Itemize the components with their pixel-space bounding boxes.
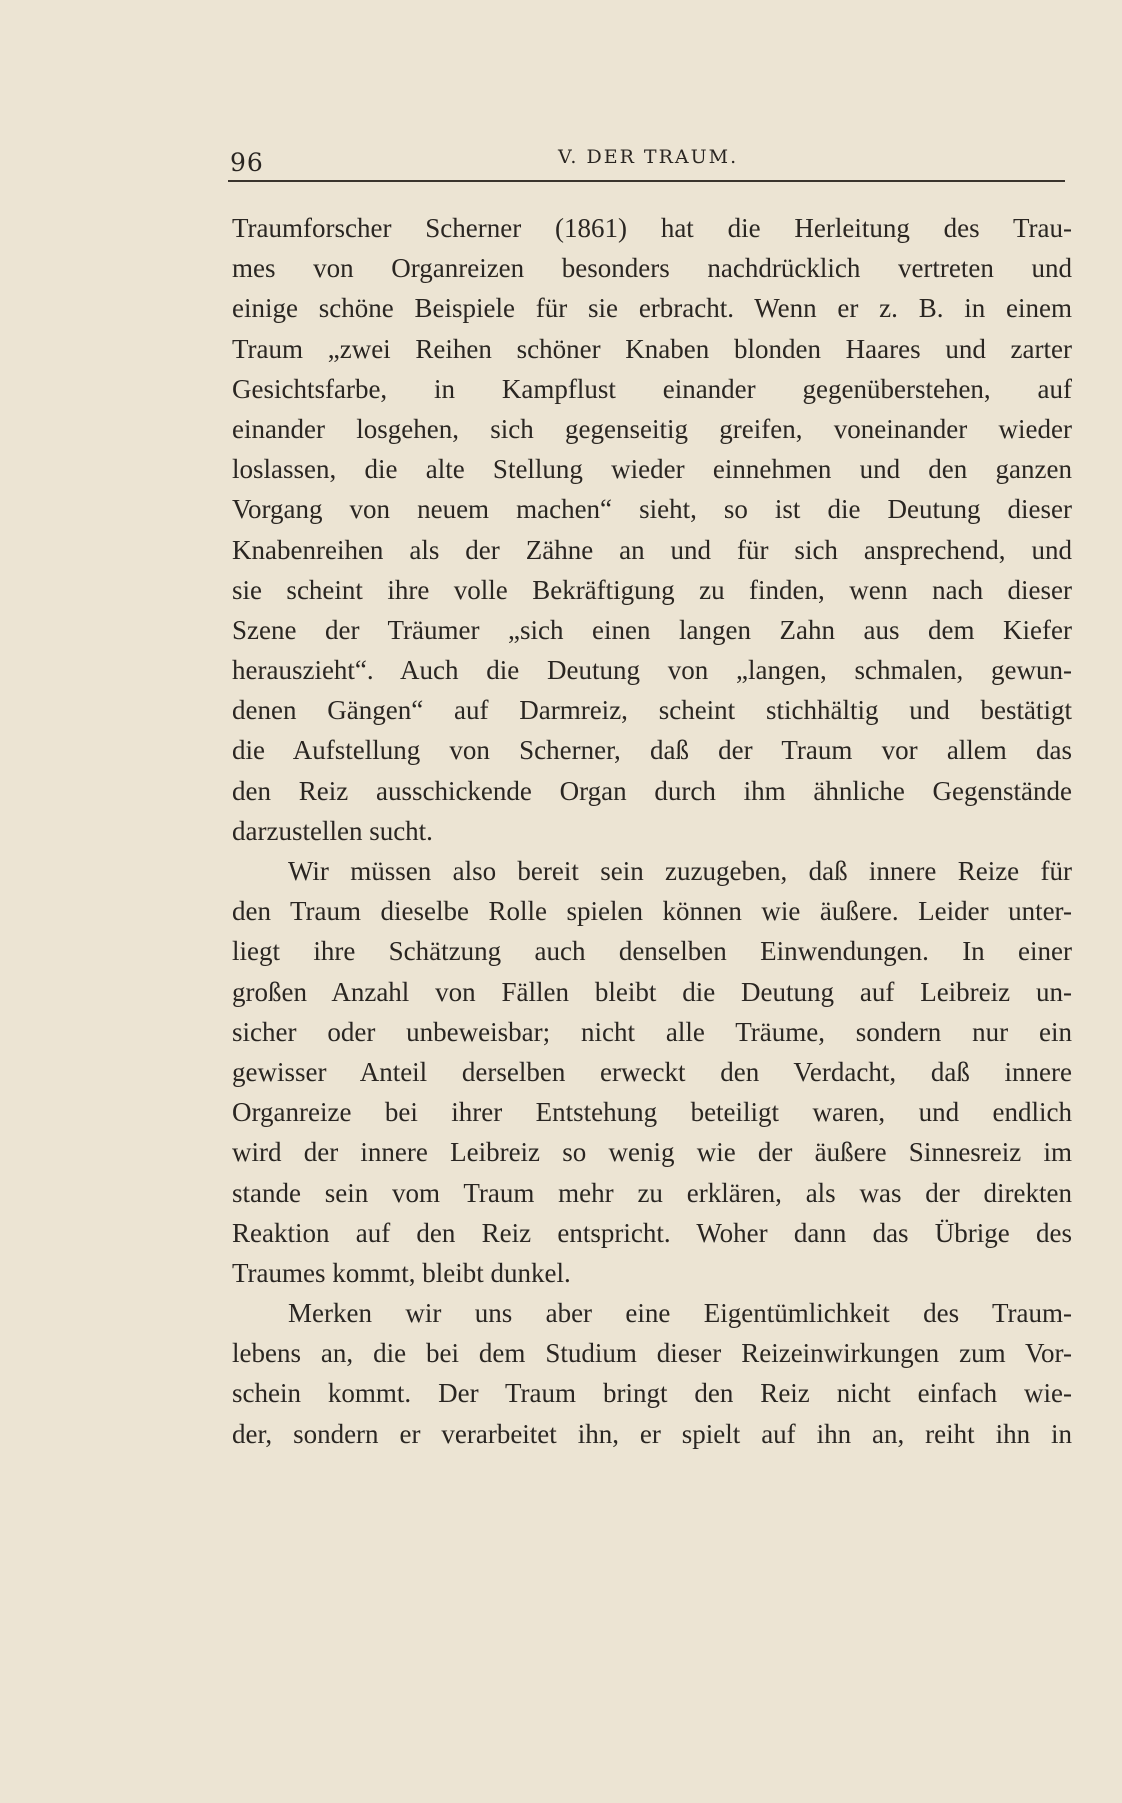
text-line: Traum „zwei Reihen schöner Knaben blonden Haares und zarter (232, 333, 1072, 364)
text-line: Vorgang von neuem machen“ sieht, so ist die Deutung dieser (232, 494, 1072, 525)
header-rule (228, 180, 1065, 182)
text-line: großen Anzahl von Fällen bleibt die Deutung auf Leibreiz un- (232, 976, 1072, 1007)
text-line: lebens an, die bei dem Studium dieser Reizeinwirkungen zum Vor- (232, 1338, 1072, 1369)
text-line: sicher oder unbeweisbar; nicht alle Träume, sondern nur ein (232, 1016, 1072, 1047)
text-line: wird der innere Leibreiz so wenig wie der äußere Sinnesreiz im (232, 1137, 1072, 1168)
running-head: V. DER TRAUM. (558, 146, 739, 168)
text-line: den Traum dieselbe Rolle spielen können wie äußere. Leider unter- (232, 896, 1072, 927)
text-line: Traumforscher Scherner (1861) hat die Herleitung des Trau- (232, 213, 1072, 243)
text-line: sie scheint ihre volle Bekräftigung zu finden, wenn nach dieser (232, 574, 1072, 605)
text-line: einander losgehen, sich gegenseitig greifen, voneinander wieder (232, 413, 1072, 444)
body-text (232, 208, 1072, 1454)
text-line: stande sein vom Traum mehr zu erklären, als was der direkten (232, 1177, 1072, 1208)
text-line: Gesichtsfarbe, in Kampflust einander gegenüberstehen, auf (232, 373, 1072, 404)
text-line: Knabenreihen als der Zähne an und für sich ansprechend, und (232, 534, 1072, 565)
text-line: herauszieht“. Auch die Deutung von „langen, schmalen, gewun- (232, 655, 1072, 686)
text-line: gewisser Anteil derselben erweckt den Verdacht, daß innere (232, 1056, 1072, 1087)
text-line: schein kommt. Der Traum bringt den Reiz nicht einfach wie- (232, 1378, 1072, 1409)
text-line: denen Gängen“ auf Darmreiz, scheint stichhältig und bestätigt (232, 695, 1072, 726)
text-line: loslassen, die alte Stellung wieder einnehmen und den ganzen (232, 454, 1072, 485)
text-line: Organreize bei ihrer Entstehung beteiligt waren, und endlich (232, 1097, 1072, 1128)
text-line: der, sondern er verarbeitet ihn, er spielt auf ihn an, reiht ihn in (232, 1418, 1072, 1449)
paragraph-end-line: Traumes kommt, bleibt dunkel. (232, 1257, 571, 1288)
paragraph-start-line: Merken wir uns aber eine Eigentümlichkeit des Traum- (288, 1298, 1072, 1329)
page-header (228, 142, 1065, 182)
paragraph-start-line: Wir müssen also bereit sein zuzugeben, daß innere Reize für (288, 856, 1072, 886)
paragraph-end-line: darzustellen sucht. (232, 815, 433, 846)
text-line: Reaktion auf den Reiz entspricht. Woher dann das Übrige des (232, 1217, 1072, 1248)
text-line: die Aufstellung von Scherner, daß der Traum vor allem das (232, 735, 1072, 766)
text-line: liegt ihre Schätzung auch denselben Einwendungen. In einer (232, 936, 1072, 967)
text-line: mes von Organreizen besonders nachdrücklich vertreten und (232, 253, 1072, 284)
text-line: Szene der Träumer „sich einen langen Zahn aus dem Kiefer (232, 614, 1072, 645)
page-number: 96 (230, 148, 264, 177)
text-line: den Reiz ausschickende Organ durch ihm ähnliche Gegenstände (232, 775, 1072, 806)
text-line: einige schöne Beispiele für sie erbracht. Wenn er z. B. in einem (232, 293, 1072, 324)
